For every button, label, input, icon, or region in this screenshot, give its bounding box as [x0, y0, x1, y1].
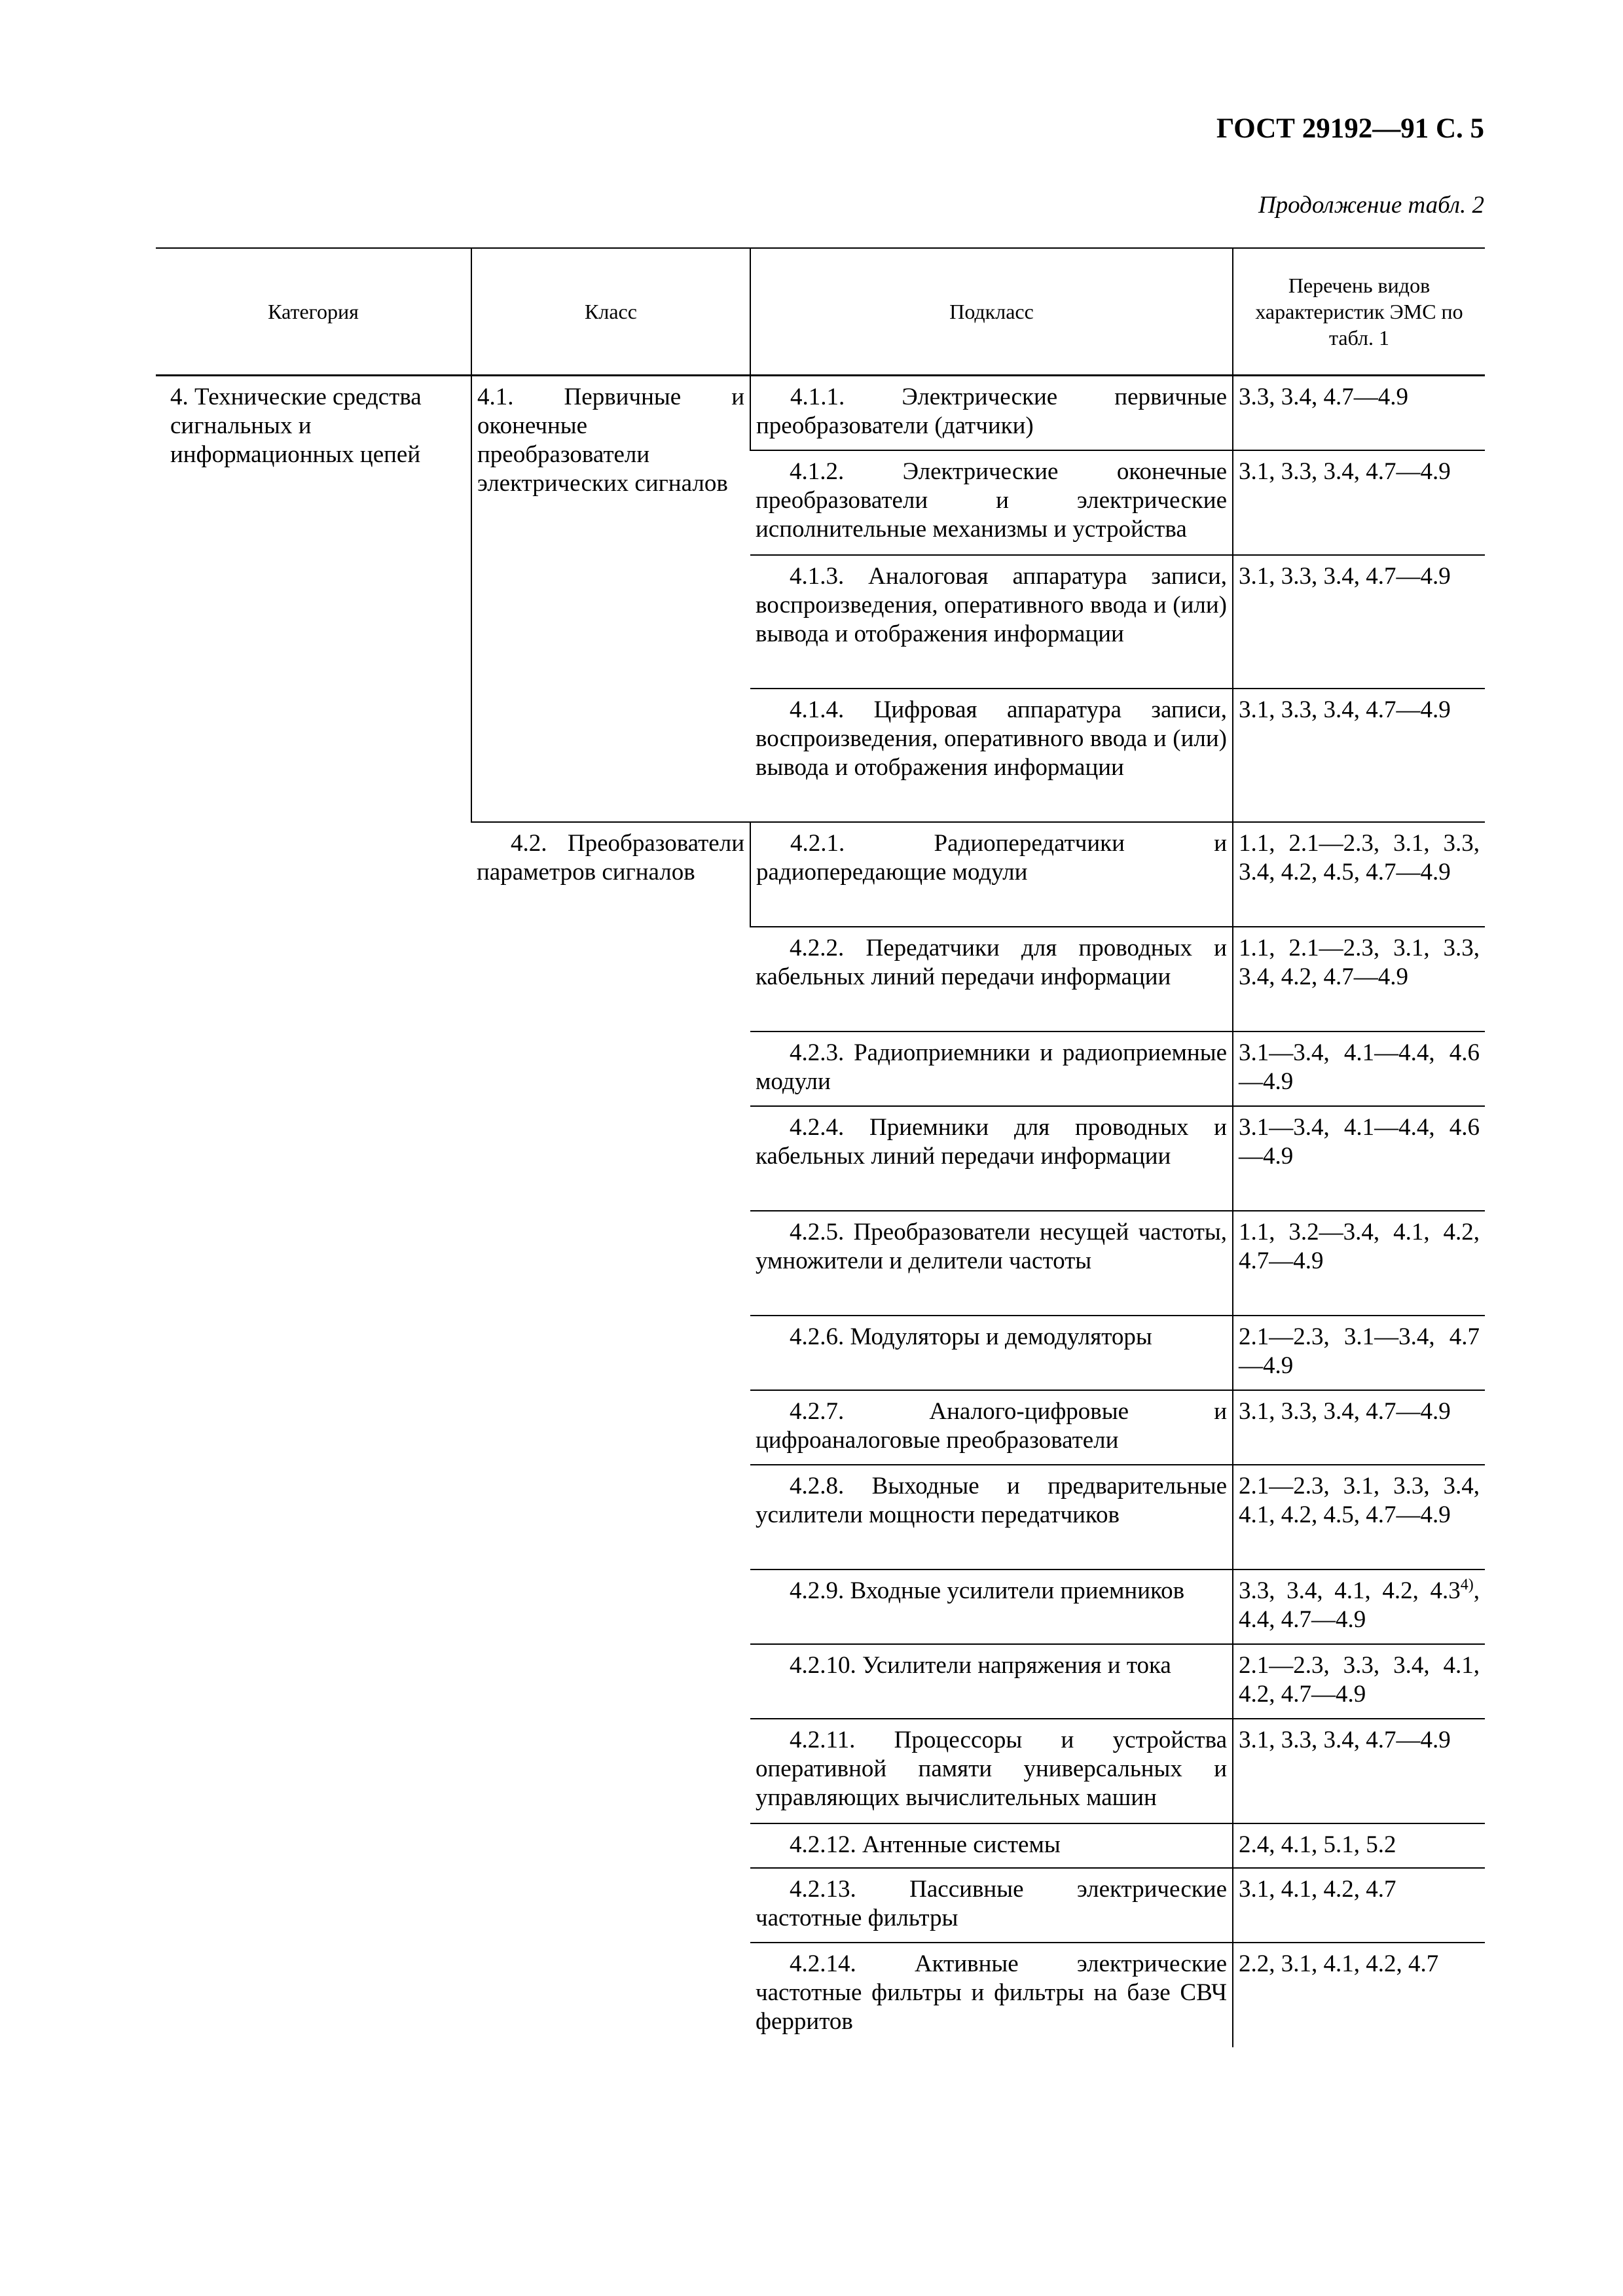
subclass-cell: 4.2.5. Преобразователи несущей частоты, умножители и делители частоты [750, 1211, 1233, 1316]
subclass-cell: 4.1.4. Цифровая аппаратура записи, воспроизведения, оперативного ввода и (или) вывода и отображения информации [750, 689, 1233, 822]
subclass-cell: 4.1.1. Электрические первичные преобразователи (датчики) [750, 376, 1233, 450]
characteristics-cell: 3.3, 3.4, 4.1, 4.2, 4.3$^{4)}$, 4.4, 4.7—4.9 [1233, 1570, 1485, 1644]
subclass-cell: 4.1.3. Аналоговая аппаратура записи, воспроизведения, оперативного ввода и (или) вывода и отображения информации [750, 555, 1233, 689]
subclass-cell: 4.1.2. Электрические оконечные преобразователи и электрические исполнительные механизмы и устройства [750, 450, 1233, 555]
column-header-subclass: Подкласс [750, 248, 1233, 376]
characteristics-cell: 2.4, 4.1, 5.1, 5.2 [1233, 1823, 1485, 1868]
characteristics-cell: 3.1, 3.3, 3.4, 4.7—4.9 [1233, 1719, 1485, 1823]
characteristics-cell: 2.1—2.3, 3.1, 3.3, 3.4, 4.1, 4.2, 4.5, 4.7—4.9 [1233, 1465, 1485, 1570]
subclass-cell: 4.2.1. Радиопередатчики и радиопередающие модули [750, 822, 1233, 927]
subclass-cell: 4.2.3. Радиоприемники и радиоприемные модули [750, 1031, 1233, 1106]
category-cell: 4. Технические средства сигнальных и информационных цепей [170, 384, 422, 468]
characteristics-cell: 3.1, 3.3, 3.4, 4.7—4.9 [1233, 450, 1485, 555]
characteristics-cell: 1.1, 2.1—2.3, 3.1, 3.3, 3.4, 4.2, 4.5, 4.7—4.9 [1233, 822, 1485, 927]
subclass-cell: 4.2.8. Выходные и предварительные усилители мощности передатчиков [750, 1465, 1233, 1570]
subclass-cell: 4.2.11. Процессоры и устройства оперативной памяти универсальных и управляющих вычислительных машин [750, 1719, 1233, 1823]
subclass-cell: 4.2.10. Усилители напряжения и тока [750, 1644, 1233, 1719]
characteristics-cell: 2.1—2.3, 3.1—3.4, 4.7—4.9 [1233, 1316, 1485, 1390]
page-header: ГОСТ 29192—91 С. 5 [1216, 113, 1484, 144]
subclass-cell: 4.2.9. Входные усилители приемников [750, 1570, 1233, 1644]
characteristics-cell: 2.2, 3.1, 4.1, 4.2, 4.7 [1233, 1943, 1485, 2047]
column-header-class: Класс [471, 248, 750, 376]
characteristics-cell: 3.1, 3.3, 3.4, 4.7—4.9 [1233, 1390, 1485, 1465]
characteristics-cell: 2.1—2.3, 3.3, 3.4, 4.1, 4.2, 4.7—4.9 [1233, 1644, 1485, 1719]
characteristics-cell: 3.1, 3.3, 3.4, 4.7—4.9 [1233, 689, 1485, 822]
characteristics-cell: 3.3, 3.4, 4.7—4.9 [1233, 376, 1485, 450]
subclass-cell: 4.2.4. Приемники для проводных и кабельных линий передачи информации [750, 1106, 1233, 1211]
subclass-cell: 4.2.2. Передатчики для проводных и кабельных линий передачи информации [750, 927, 1233, 1031]
table-continuation-label: Продолжение табл. 2 [1258, 192, 1484, 219]
class-cell-4-1: 4.1. Первичные и оконечные преобразователи электрических сигналов [471, 376, 750, 822]
subclass-cell: 4.2.6. Модуляторы и демодуляторы [750, 1316, 1233, 1390]
subclass-cell: 4.2.12. Антенные системы [750, 1823, 1233, 1868]
characteristics-cell: 3.1—3.4, 4.1—4.4, 4.6—4.9 [1233, 1106, 1485, 1211]
subclass-cell: 4.2.13. Пассивные электрические частотные фильтры [750, 1868, 1233, 1943]
characteristics-cell: 3.1, 4.1, 4.2, 4.7 [1233, 1868, 1485, 1943]
characteristics-table [156, 247, 1485, 2047]
column-header-characteristics: Перечень видов характеристик ЭМС по табл. 1 [1233, 248, 1485, 376]
characteristics-cell: 1.1, 2.1—2.3, 3.1, 3.3, 3.4, 4.2, 4.7—4.9 [1233, 927, 1485, 1031]
subclass-cell: 4.2.14. Активные электрические частотные фильтры и фильтры на базе СВЧ ферритов [756, 1950, 1227, 2035]
table-row [156, 376, 1485, 450]
column-header-category: Категория [156, 248, 471, 376]
characteristics-cell: 3.1, 3.3, 3.4, 4.7—4.9 [1233, 555, 1485, 689]
subclass-cell: 4.2.7. Аналого-цифровые и цифроаналоговые преобразователи [750, 1390, 1233, 1465]
footnote-marker: 4) [1460, 1576, 1474, 1594]
characteristics-cell: 3.1—3.4, 4.1—4.4, 4.6—4.9 [1233, 1031, 1485, 1106]
table-header-row [156, 248, 1485, 376]
class-cell-4-2: 4.2. Преобразователи параметров сигналов [477, 829, 744, 886]
characteristics-cell: 1.1, 3.2—3.4, 4.1, 4.2, 4.7—4.9 [1233, 1211, 1485, 1316]
